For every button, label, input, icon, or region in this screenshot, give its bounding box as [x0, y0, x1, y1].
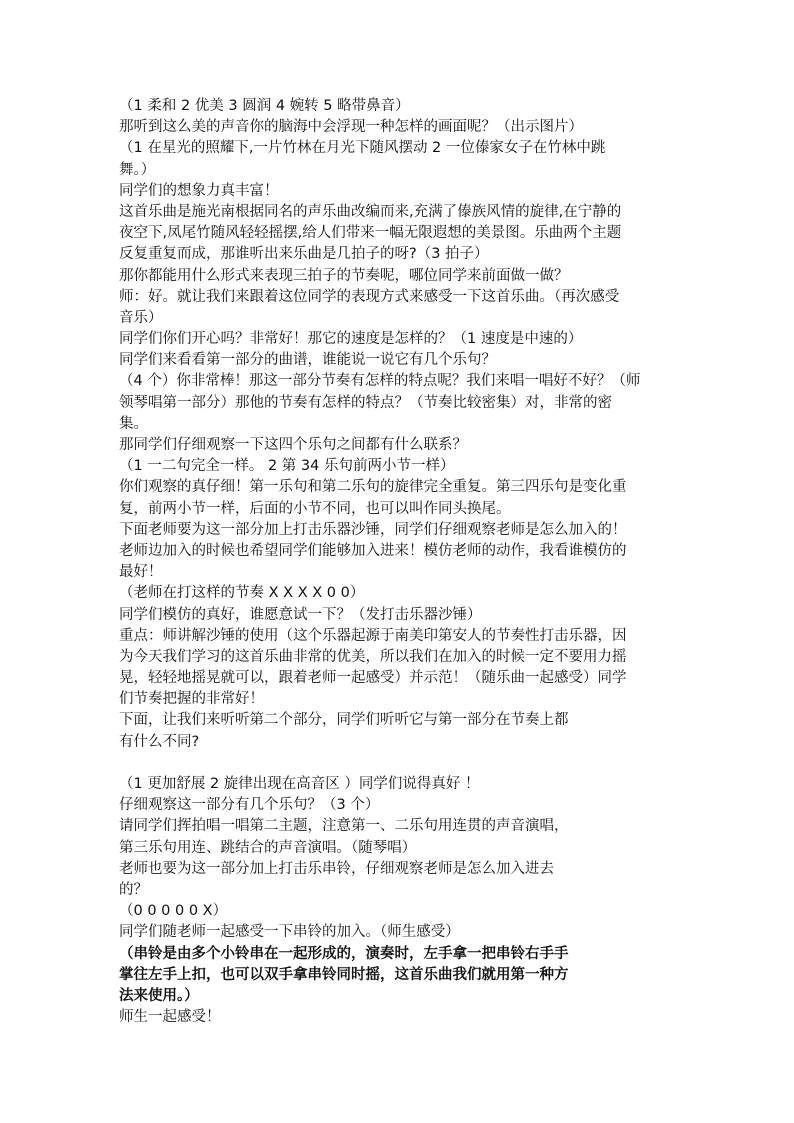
text-line: （4 个）你非常棒！那这一部分节奏有怎样的特点呢？我们来唱一唱好不好？（师	[119, 373, 641, 390]
text-line: 那同学们仔细观察一下这四个乐句之间都有什么联系？	[119, 437, 467, 453]
text-line: 下面，让我们来听听第二个部分，同学们听听它与第一部分在节奏上都	[119, 712, 569, 729]
text-line: 掌往左手上扣，也可以双手拿串铃同时摇，这首乐曲我们就用第一种方	[119, 966, 569, 983]
text-line: 那你都能用什么形式来表现三拍子的节奏呢，哪位同学来前面做一做？	[119, 267, 569, 284]
blank-line	[119, 753, 704, 774]
text-line: 为今天我们学习的这首乐曲非常的优美，所以我们在加入的时候一定不要用力摇	[119, 648, 627, 665]
text-line: 重点：师讲解沙锤的使用（这个乐器起源于南美印第安人的节奏性打击乐器，因	[119, 627, 627, 644]
text-line: 师生一起感受！	[119, 1009, 221, 1026]
text-line: （1 在星光的照耀下,一片竹林在月光下随风摆动 2 一位傣家女子在竹林中跳	[119, 140, 606, 157]
text-line: 仔细观察这一部分有几个乐句？（3 个）	[119, 797, 380, 814]
text-line: 晃，轻轻地摇晃就可以，跟着老师一起感受）并示范！（随乐曲一起感受）同学	[119, 670, 627, 687]
text-line: 复，前两小节一样，后面的小节不同，也可以叫作同头换尾。	[119, 500, 511, 517]
text-line: 集。	[119, 415, 148, 432]
text-line: 们节奏把握的非常好！	[119, 691, 264, 708]
text-line: 这首乐曲是施光南根据同名的声乐曲改编而来,充满了傣族风情的旋律,在宁静的	[119, 203, 622, 220]
lesson-text	[119, 96, 704, 1028]
text-line: 第三乐句用连、跳结合的声音演唱。（随琴唱）	[119, 839, 417, 856]
text-line: （串铃是由多个小铃串在一起形成的，演奏时，左手拿一把串铃右手手	[119, 945, 569, 962]
text-line: （1 更加舒展 2 旋律出现在高音区 ）同学们说得真好 ！	[119, 776, 480, 792]
text-line: 舞。）	[119, 161, 156, 178]
text-line: 请同学们挥拍唱一唱第二主题，注意第一、二乐句用连贯的声音演唱，	[119, 818, 569, 835]
text-line: 你们观察的真仔细！第一乐句和第二乐句的旋律完全重复。第三四乐句是变化重	[119, 479, 627, 496]
text-line: 老师也要为这一部分加上打击乐串铃，仔细观察老师是怎么加入进去	[119, 860, 554, 877]
text-line: 老师边加入的时候也希望同学们能够加入进来！模仿老师的动作，我看谁模仿的	[119, 542, 627, 559]
text-line: 同学们随老师一起感受一下串铃的加入。（师生感受）	[119, 924, 460, 941]
text-line: 同学们你们开心吗？非常好！那它的速度是怎样的？（1 速度是中速的）	[119, 331, 583, 348]
text-line: 领琴唱第一部分）那他的节奏有怎样的特点？（节奏比较密集）对，非常的密	[119, 394, 612, 411]
text-line: 同学们的想象力真丰富！	[119, 182, 279, 199]
text-line: 师：好。就让我们来跟着这位同学的表现方式来感受一下这首乐曲。（再次感受	[119, 288, 620, 305]
text-line: 下面老师要为这一部分加上打击乐器沙锤，同学们仔细观察老师是怎么加入的！	[119, 521, 627, 538]
text-line: （老师在打这样的节奏 X X X X 0 0）	[119, 585, 365, 602]
text-line: （1 柔和 2 优美 3 圆润 4 婉转 5 略带鼻音）	[119, 98, 410, 114]
text-line: 反复重复而成，那谁听出来乐曲是几拍子的呀?（3 拍子）	[119, 246, 489, 263]
text-line: （1 一二句完全一样。 2 第 34 乐句前两小节一样）	[119, 458, 455, 475]
text-line: 有什么不同?	[119, 733, 200, 750]
text-line: （0 0 0 0 0 X）	[119, 903, 228, 920]
text-line: 同学们来看看第一部分的曲谱，谁能说一说它有几个乐句？	[119, 352, 496, 369]
text-line: 夜空下,凤尾竹随风轻轻摇摆,给人们带来一幅无限遐想的美景图。乐曲两个主题	[119, 225, 622, 242]
text-line: 最好！	[119, 564, 163, 581]
text-line: 法来使用。）	[119, 987, 199, 1004]
text-line: 音乐）	[119, 309, 163, 326]
text-line: 的？	[119, 881, 148, 898]
text-line: 那听到这么美的声音你的脑海中会浮现一种怎样的画面呢？（出示图片）	[119, 119, 583, 136]
text-line: 同学们模仿的真好，谁愿意试一下？（发打击乐器沙锤）	[119, 606, 482, 623]
